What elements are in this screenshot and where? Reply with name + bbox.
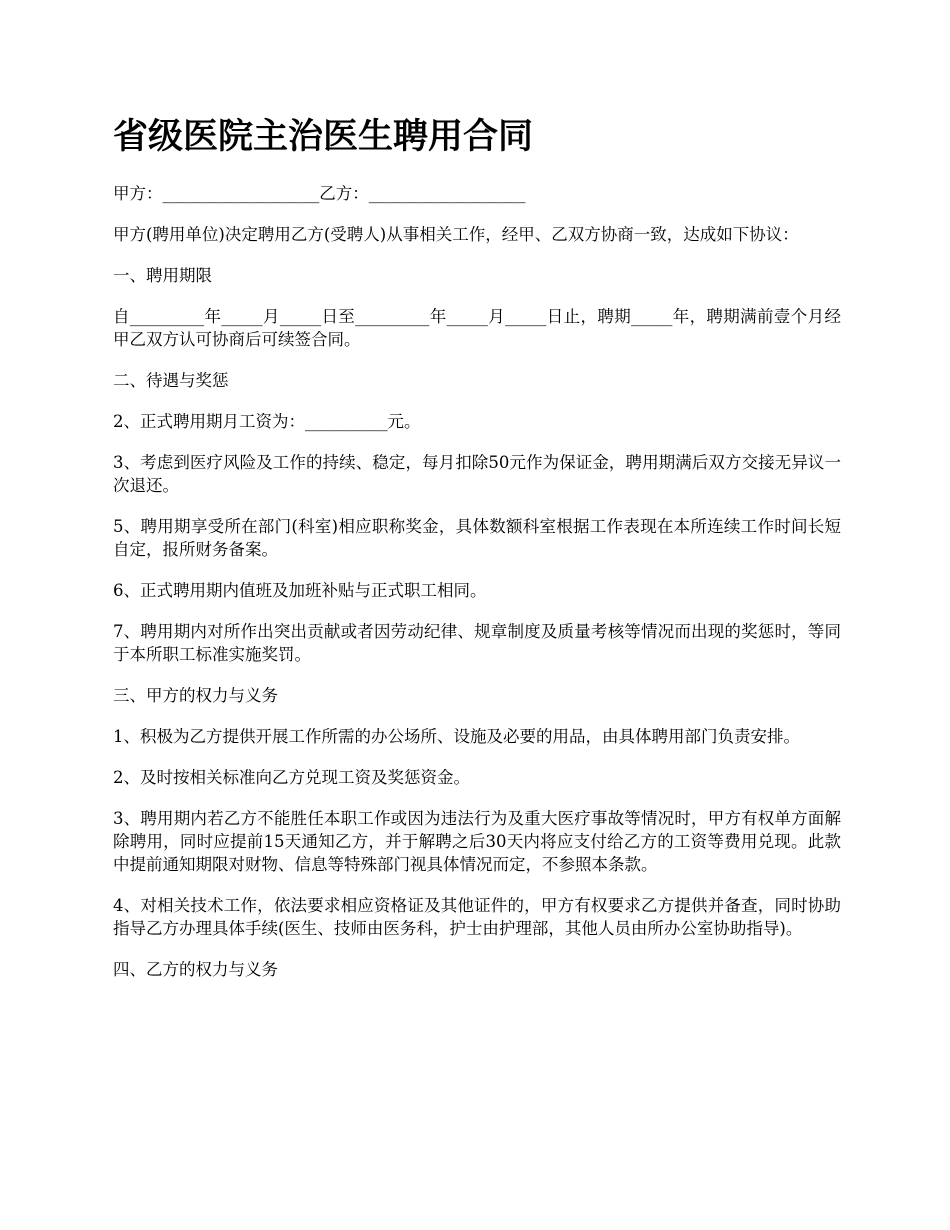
document-title: 省级医院主治医生聘用合同 xyxy=(113,117,534,157)
intro-paragraph: 甲方(聘用单位)决定聘用乙方(受聘人)从事相关工作，经甲、乙双方协商一致，达成如下协议： xyxy=(113,225,799,244)
section-heading-term: 一、聘用期限 xyxy=(113,266,212,285)
party-line: 甲方：___________________乙方：___________________ xyxy=(113,184,526,203)
clause-6-overtime: 6、正式聘用期内值班及加班补贴与正式职工相同。 xyxy=(113,581,487,600)
party-a-clause-4: 4、对相关技术工作，依法要求相应资格证及其他证件的，甲方有权要求乙方提供并备查，同时协助指导乙方办理具体手续(医生、技师由医务科，护士由护理部，其他人员由所办公室协助指导)。 xyxy=(113,896,841,938)
section-heading-party-a: 三、甲方的权力与义务 xyxy=(113,686,278,705)
party-a-clause-1: 1、积极为乙方提供开展工作所需的办公场所、设施及必要的用品，由具体聘用部门负责安排。 xyxy=(113,727,800,746)
clause-5-bonus: 5、聘用期享受所在部门(科室)相应职称奖金，具体数额科室根据工作表现在本所连续工作时间长短自定，报所财务备案。 xyxy=(113,517,841,559)
document-body xyxy=(113,112,841,999)
clause-7-reward-penalty: 7、聘用期内对所作出突出贡献或者因劳动纪律、规章制度及质量考核等情况而出现的奖惩时，等同于本所职工标准实施奖罚。 xyxy=(113,622,841,664)
section-heading-compensation: 二、待遇与奖惩 xyxy=(113,371,229,390)
party-a-clause-2: 2、及时按相关标准向乙方兑现工资及奖惩资金。 xyxy=(113,768,470,787)
clause-2-salary: 2、正式聘用期月工资为：__________元。 xyxy=(113,412,421,431)
section-heading-party-b: 四、乙方的权力与义务 xyxy=(113,960,278,979)
term-paragraph: 自_________年_____月_____日至_________年_____月_____日止，聘期_____年，聘期满前壹个月经甲乙双方认可协商后可续签合同。 xyxy=(113,307,841,349)
clause-3-deposit: 3、考虑到医疗风险及工作的持续、稳定，每月扣除50元作为保证金，聘用期满后双方交接无异议一次退还。 xyxy=(113,453,841,495)
party-a-clause-3: 3、聘用期内若乙方不能胜任本职工作或因为违法行为及重大医疗事故等情况时，甲方有权单方面解除聘用，同时应提前15天通知乙方，并于解聘之后30天内将应支付给乙方的工资等费用兑现。此款中提前通知期限对财物、信息等特殊部门视具体情况而定，不参照本条款。 xyxy=(113,809,841,874)
